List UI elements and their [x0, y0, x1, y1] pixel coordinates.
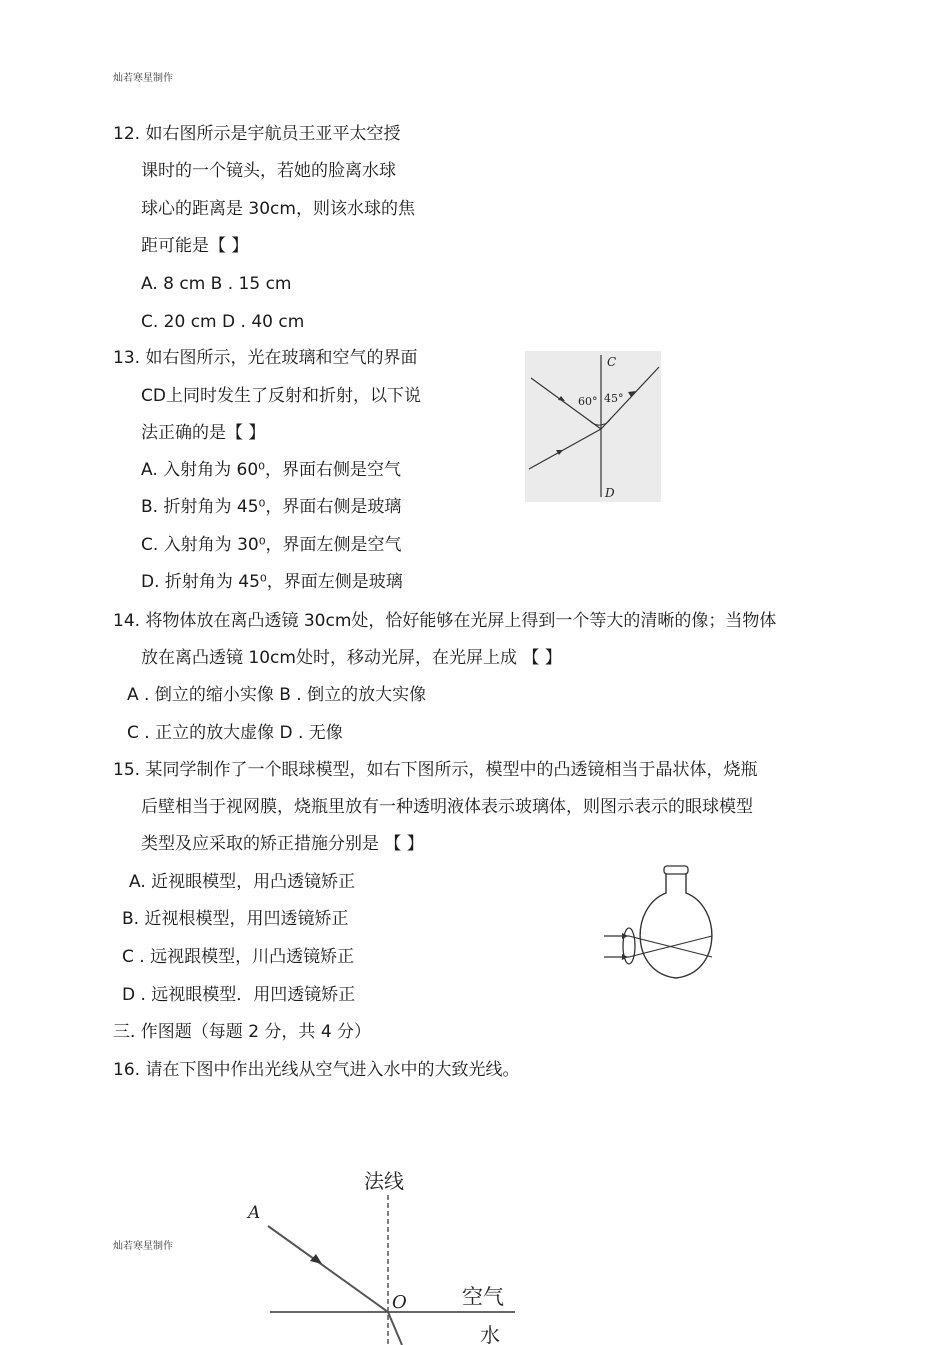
page-footer: 灿若寒星制作 — [113, 1241, 173, 1252]
q15-line-2: 后壁相当于视网膜，烧瓶里放有一种透明液体表示玻璃体，则图示表示的眼球模型 — [141, 797, 753, 817]
q15-line-3: 类型及应采取的矫正措施分别是 【 】 — [141, 834, 424, 854]
eyeball-model-figure — [600, 863, 720, 988]
q12-options-cd: C. 20 cm D . 40 cm — [141, 312, 305, 332]
q15-line-1: 15. 某同学制作了一个眼球模型，如右下图所示，模型中的凸透镜相当于晶状体，烧瓶 — [113, 760, 758, 780]
q12-options-ab: A. 8 cm B . 15 cm — [141, 274, 292, 294]
q15-option-d: D . 远视眼模型．用凹透镜矫正 — [122, 985, 356, 1005]
water-label: 水 — [480, 1323, 500, 1345]
q15-option-c: C . 远视跟模型，川凸透镜矫正 — [122, 947, 355, 967]
q13-option-b: B. 折射角为 45⁰，界面右侧是玻璃 — [141, 497, 402, 517]
q16-line: 16. 请在下图中作出光线从空气进入水中的大致光线。 — [113, 1060, 520, 1080]
q12-line-1: 12. 如右图所示是宇航员王亚平太空授 — [113, 124, 401, 144]
q15-option-a: A. 近视眼模型，用凸透镜矫正 — [129, 872, 356, 892]
q12-line-3: 球心的距离是 30cm，则该水球的焦 — [141, 199, 415, 219]
q13-option-a: A. 入射角为 60⁰，界面右侧是空气 — [141, 460, 401, 480]
q13-line-2: CD上同时发生了反射和折射，以下说 — [141, 386, 421, 406]
figure-angle-45: 45° — [604, 392, 624, 405]
q14-line-1: 14. 将物体放在离凸透镜 30cm处，恰好能够在光屏上得到一个等大的清晰的像；当物体 — [113, 611, 777, 631]
air-label: 空气 — [462, 1285, 504, 1309]
air-water-figure — [240, 1160, 530, 1345]
q13-option-d: D. 折射角为 45⁰，界面左侧是玻璃 — [141, 572, 403, 592]
section-3-heading: 三. 作图题（每题 2 分，共 4 分） — [113, 1022, 372, 1042]
q14-line-2: 放在离凸透镜 10cm处时，移动光屏，在光屏上成 【 】 — [141, 648, 562, 668]
q13-option-c: C. 入射角为 30⁰，界面左侧是空气 — [141, 535, 402, 555]
point-a-label: A — [248, 1203, 261, 1223]
q14-options-ab: A . 倒立的缩小实像 B . 倒立的放大实像 — [127, 685, 427, 705]
q14-options-cd: C . 正立的放大虚像 D . 无像 — [127, 723, 343, 743]
q12-line-4: 距可能是【 】 — [141, 236, 249, 256]
normal-line-label: 法线 — [364, 1169, 404, 1193]
figure-label-d: D — [605, 486, 615, 500]
figure-label-c: C — [607, 355, 617, 369]
q15-option-b: B. 近视根模型，用凹透镜矫正 — [122, 909, 349, 929]
point-o-label: O — [392, 1292, 407, 1313]
page-header: 灿若寒星制作 — [113, 73, 173, 84]
refraction-figure — [525, 351, 661, 502]
q13-line-1: 13. 如右图所示，光在玻璃和空气的界面 — [113, 348, 418, 368]
q12-line-2: 课时的一个镜头，若她的脸离水球 — [141, 161, 396, 181]
figure-angle-60: 60° — [578, 395, 598, 408]
q13-line-3: 法正确的是【 】 — [141, 423, 266, 443]
